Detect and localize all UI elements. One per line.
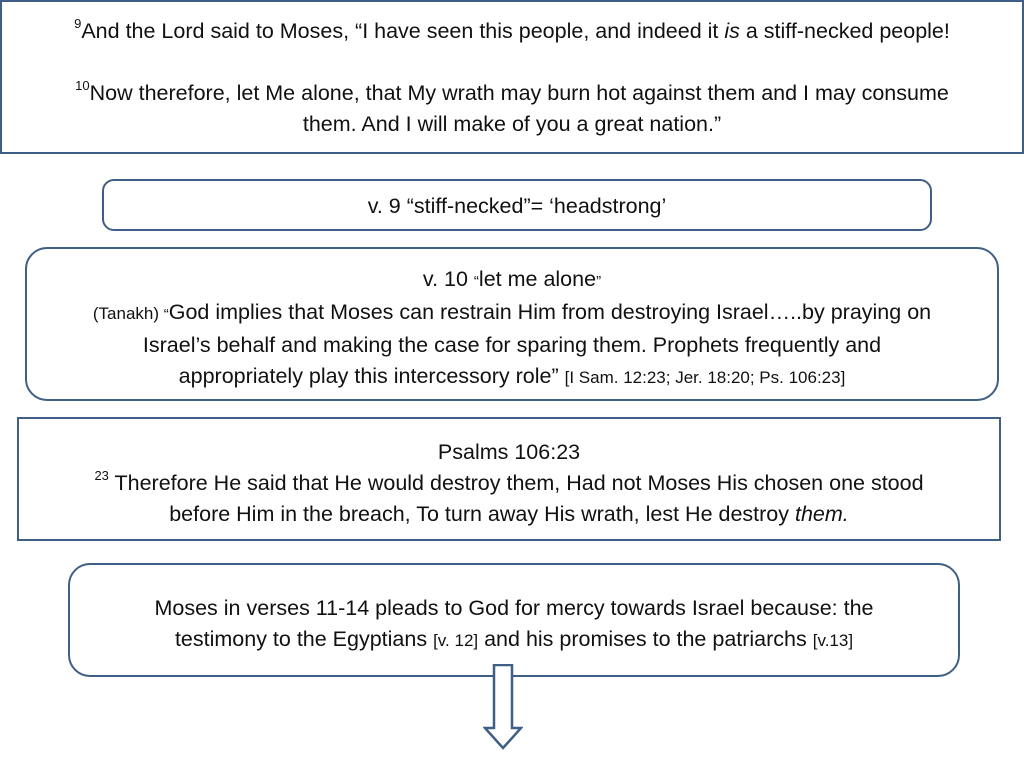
commentary-line: appropriately play this intercessory role” [I Sam. 12:23; Jer. 18:20; Ps. 106:23]	[178, 364, 846, 388]
pleads-line: testimony to the Egyptians [v. 12] and his promises to the patriarchs [v.13]	[174, 627, 854, 651]
commentary-line: Israel’s behalf and making the case for sparing them. Prophets frequently and	[142, 333, 882, 357]
scripture-verses-box	[0, 0, 1024, 154]
commentary-line: (Tanakh) “God implies that Moses can restrain Him from destroying Israel…..by praying on	[92, 300, 932, 324]
spacer	[2, 47, 1022, 78]
stiff-necked-note	[102, 179, 932, 231]
verse-reference: [v.13]	[812, 631, 854, 650]
verse-9: $^9$And the Lord said to Moses, “I have seen this people, and indeed it is a stiff-necked people!	[74, 15, 950, 43]
psalm-line: $^{23}$ Therefore He said that He would destroy them, Had not Moses His chosen one stood	[94, 467, 924, 495]
verse-number: 10	[75, 77, 90, 93]
note-text: v. 9 “stiff-necked”= ‘headstrong’	[367, 194, 667, 218]
commentary-source: (Tanakh)	[92, 304, 164, 323]
psalm-heading: Psalms 106:23	[437, 440, 581, 464]
verse-number: 23	[94, 467, 109, 483]
verse-reference: [v. 12]	[433, 631, 479, 650]
commentary-references: [I Sam. 12:23; Jer. 18:20; Ps. 106:23]	[564, 368, 846, 387]
psalm-quote-box	[17, 417, 1001, 541]
verse-10: $^{10}$Now therefore, let Me alone, that My wrath may burn hot against them and I may consume	[75, 77, 949, 105]
moses-pleads-box	[68, 563, 960, 677]
pleads-line: Moses in verses 11-14 pleads to God for mercy towards Israel because: the	[154, 596, 874, 620]
down-arrow-icon	[483, 664, 523, 750]
let-me-alone-commentary	[25, 247, 999, 401]
psalm-line: before Him in the breach, To turn away His wrath, lest He destroy them.	[169, 502, 849, 526]
verse-number: 9	[74, 15, 82, 31]
commentary-heading: v. 10 “let me alone”	[422, 267, 602, 291]
verse-10-continued: them. And I will make of you a great nation.”	[302, 112, 722, 136]
